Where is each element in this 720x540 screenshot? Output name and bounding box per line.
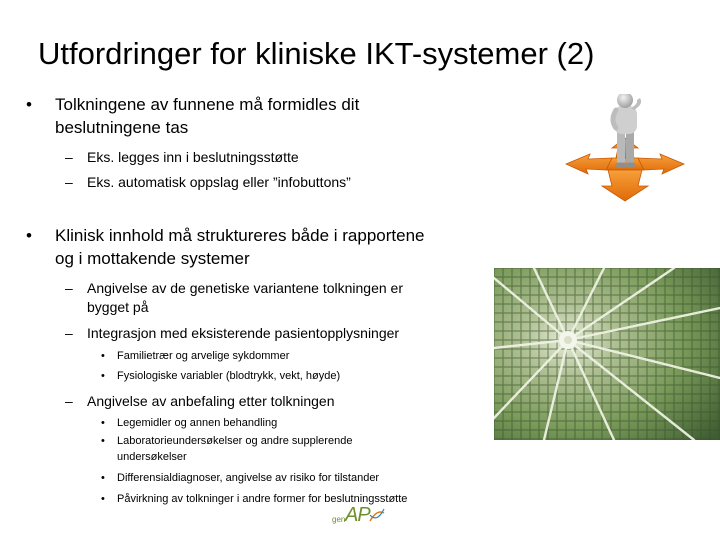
bullet2-sub3: Angivelse av anbefaling etter tolkningen (87, 393, 335, 409)
bullet2-line2: og i mottakende systemer (55, 249, 250, 268)
logo-prefix: gen (332, 515, 346, 524)
bullet2-sub1-line2: bygget på (87, 299, 149, 315)
bullet2-sub2: Integrasjon med eksisterende pasientopplysninger (87, 325, 400, 341)
bullet2-sub1-line1: Angivelse av de genetiske variantene tolkningen er (87, 280, 403, 296)
bullet2-sub3-item1: Legemidler og annen behandling (117, 417, 278, 429)
dash-mark: – (65, 174, 73, 190)
giant-water-lily-leaf-image (494, 268, 720, 440)
bullet1-line1: Tolkningene av funnene må formidles dit (55, 95, 360, 114)
bullet2-sub3-item2-line2: undersøkelser (117, 451, 187, 463)
bullet-mark: • (26, 95, 32, 114)
small-bullet-mark: • (101, 493, 105, 505)
bullet1-sub2: Eks. automatisk oppslag eller ”infobuttons” (87, 174, 351, 190)
dash-mark: – (65, 393, 73, 409)
genap-logo (330, 504, 390, 530)
bullet2-sub3-item2-line1: Laboratorieundersøkelser og andre supplerende (117, 435, 353, 447)
thinking-person-icon (613, 94, 641, 168)
person-crossroads-arrows-image (564, 94, 686, 202)
dash-mark: – (65, 280, 73, 296)
small-bullet-mark: • (101, 435, 105, 447)
bullet-mark: • (26, 226, 32, 245)
bullet2-line1: Klinisk innhold må struktureres både i rapportene (55, 226, 425, 245)
small-bullet-mark: • (101, 350, 105, 362)
bullet2-sub2-item1: Familietrær og arvelige sykdommer (117, 350, 290, 362)
small-bullet-mark: • (101, 472, 105, 484)
slide-title: Utfordringer for kliniske IKT-systemer (2) (38, 36, 595, 71)
dash-mark: – (65, 149, 73, 165)
dna-icon (368, 507, 386, 523)
small-bullet-mark: • (101, 370, 105, 382)
bullet1-sub1: Eks. legges inn i beslutningsstøtte (87, 149, 299, 165)
bullet2-sub3-item4: Påvirkning av tolkninger i andre former for beslutningsstøtte (117, 493, 408, 505)
dash-mark: – (65, 325, 73, 341)
logo-main: AP (345, 504, 370, 526)
bullet2-sub3-item3: Differensialdiagnoser, angivelse av risiko for tilstander (117, 472, 380, 484)
bullet2-sub2-item2: Fysiologiske variabler (blodtrykk, vekt, høyde) (117, 370, 341, 382)
bullet1-line2: beslutningene tas (55, 118, 189, 137)
small-bullet-mark: • (101, 417, 105, 429)
